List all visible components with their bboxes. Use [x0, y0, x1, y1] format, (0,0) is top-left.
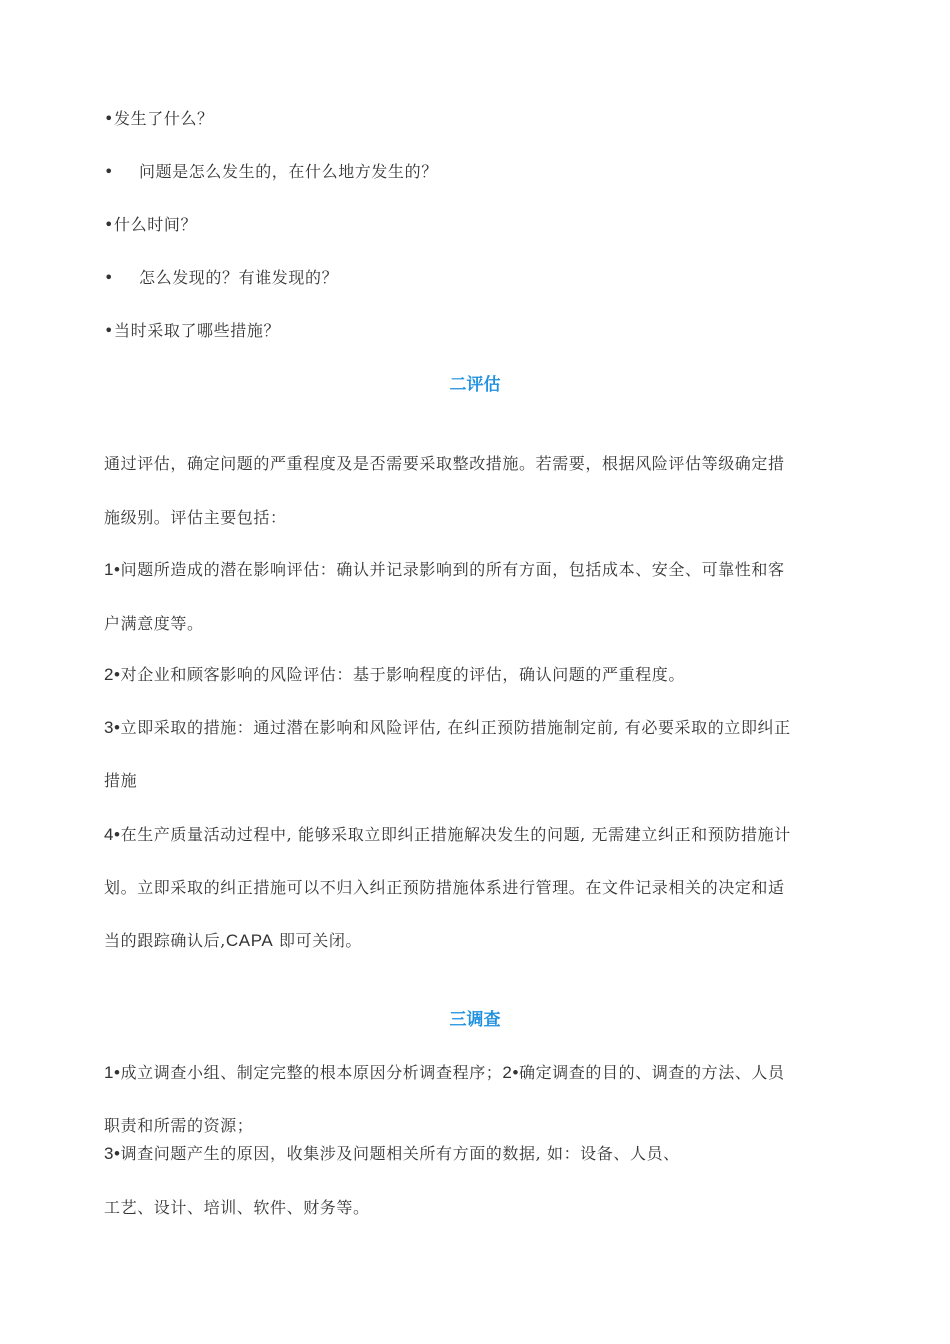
assessment-intro-line1: 通过评估，确定问题的严重程度及是否需要采取整改措施。若需要，根据风险评估等级确定措 [104, 454, 785, 473]
bullet-what-happened [104, 108, 214, 130]
assessment-item-1 [104, 559, 785, 581]
item-text: 成立调查小组、制定完整的根本原因分析调查程序； [120, 1063, 503, 1082]
item-number: 1• [104, 560, 121, 579]
investigation-item-3-cont: 工艺、设计、培训、软件、财务等。 [104, 1198, 370, 1217]
item-number: 4• [104, 825, 121, 844]
item-number: 1• [104, 1063, 121, 1082]
capa-abbr: CAPA [225, 931, 274, 950]
item-text: 对企业和顾客影响的风险评估：基于影响程度的评估，确认问题的严重程度。 [120, 665, 686, 684]
bullet-text: 什么时间？ [114, 215, 198, 234]
bullet-mark: • [104, 162, 115, 181]
bullet-text: 当时采取了哪些措施？ [114, 321, 281, 340]
assessment-intro-line2: 施级别。评估主要包括： [104, 508, 287, 527]
item-number: 2• [104, 665, 121, 684]
item-text: 确定调查的目的、调查的方法、人员 [519, 1063, 785, 1082]
section-heading-assessment: 二评估 [449, 375, 501, 395]
bullet-mark: • [104, 268, 115, 287]
assessment-item-4 [104, 824, 791, 846]
item-text: 调查问题产生的原因，收集涉及问题相关所有方面的数据, 如：设备、人员、 [120, 1144, 680, 1163]
bullet-how-where [104, 161, 438, 183]
item-number: 3• [104, 1144, 121, 1163]
item-text: 问题所造成的潜在影响评估：确认并记录影响到的所有方面，包括成本、安全、可靠性和客 [120, 560, 785, 579]
item-number: 3• [104, 718, 121, 737]
bullet-mark: • [104, 321, 115, 340]
bullet-mark: • [104, 109, 115, 128]
item-text: 即可关闭。 [273, 931, 363, 950]
bullet-how-discovered [104, 267, 339, 289]
assessment-item-1-cont: 户满意度等。 [104, 614, 204, 633]
bullet-text: 怎么发现的？有谁发现的？ [139, 268, 339, 287]
item-text: 当的跟踪确认后, [104, 931, 226, 950]
assessment-item-4-cont1: 划。立即采取的纠正措施可以不归入纠正预防措施体系进行管理。在文件记录相关的决定和适 [104, 878, 785, 897]
item-text: 立即采取的措施：通过潜在影响和风险评估, 在纠正预防措施制定前, 有必要采取的立即纠正 [120, 718, 791, 737]
assessment-item-3-cont: 措施 [104, 771, 138, 790]
assessment-item-4-cont2 [104, 930, 362, 952]
section-heading-investigation: 三调查 [449, 1010, 501, 1030]
item-number: 2• [502, 1063, 520, 1082]
bullet-actions-taken [104, 320, 280, 342]
assessment-item-2 [104, 664, 685, 686]
investigation-item-3 [104, 1143, 680, 1165]
bullet-text: 发生了什么？ [114, 109, 214, 128]
item-text: 在生产质量活动过程中, 能够采取立即纠正措施解决发生的问题, 无需建立纠正和预防措施计 [120, 825, 791, 844]
investigation-item-2-cont: 职责和所需的资源； [104, 1116, 254, 1135]
assessment-item-3 [104, 717, 791, 739]
bullet-mark: • [104, 215, 115, 234]
bullet-when [104, 214, 197, 236]
investigation-items-1-2 [104, 1062, 785, 1084]
bullet-text: 问题是怎么发生的，在什么地方发生的？ [139, 162, 438, 181]
